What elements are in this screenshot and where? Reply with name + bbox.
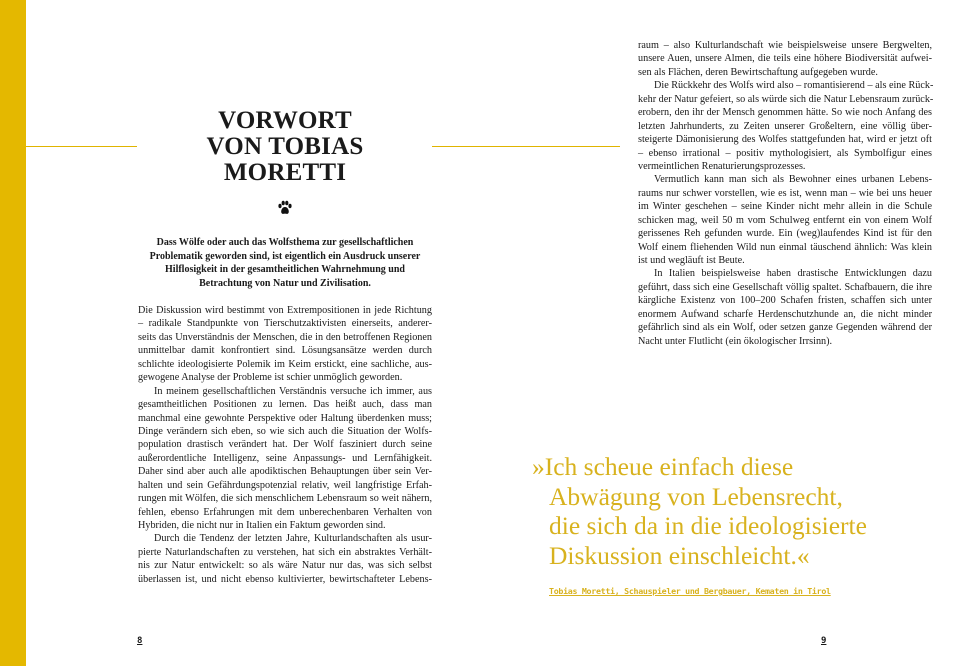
text-line: rungen mit Wölfen, die sich menschlichem Lebensraum so weit nähern, xyxy=(138,493,432,505)
quote-credit: Tobias Moretti, Schauspieler und Bergbauer, Kematen in Tirol xyxy=(549,586,831,596)
text-line: letzten Jahrhunderts, zu Zeiten unserer Großeltern, eine völlig über- xyxy=(638,120,932,132)
text-line: Die Diskussion wird bestimmt von Extrempositionen in jede Richtung xyxy=(138,305,432,316)
text-line: In Italien beispielsweise haben drastische Entwicklungen dazu xyxy=(654,268,932,280)
text-line: kärgliche Existenz von 100–200 Schafen fristen, schaffen sich unter xyxy=(638,295,932,307)
quote-line: »Ich scheue einfach diese xyxy=(532,452,794,481)
text-line: population drastisch verändert hat. Der Wolf fasziniert durch seine xyxy=(138,439,432,451)
text-line: geführt, dass sich eine Gesellschaft völlig spaltet. Schafbauern, die ihre xyxy=(638,281,932,293)
text-line: überlassen ist, und nicht ebenso kultivierter, bewirtschafteter Lebens- xyxy=(138,573,432,585)
text-line: nis zur Natur entwickelt: so als wäre Natur nur das, was sich selbst xyxy=(138,560,432,572)
text-line: Hybriden, die nicht nur in Italien ein Faktum geworden sind. xyxy=(138,520,386,531)
text-line: unsere Auen, unsere Almen, die teils eine höhere Biodiversität aufwei- xyxy=(638,53,932,65)
text-line: ist und wegläuft ist Beute. xyxy=(638,255,745,266)
text-line: steigerte Dämonisierung des Wolfes stattgefunden hat, wird er jetzt oft xyxy=(638,134,932,146)
text-line: im Winter geschehen – seine Kinder nicht mehr allein in die Schule xyxy=(638,201,932,213)
text-line: gewogene Analyse der Probleme ist schier unmöglich geworden. xyxy=(138,372,403,384)
text-line: Die Rückkehr des Wolfs wird also – romantisierend – als eine Rück- xyxy=(654,80,934,92)
text-line: – radikale Standpunkte von Tierschutzaktivisten einerseits, anderer- xyxy=(138,318,432,330)
text-line: enormem Aufwand scharfe Herdenschutzhunde an, die nicht minder xyxy=(638,308,932,320)
page-number-right: 9 xyxy=(821,636,827,646)
text-line: Nacht unter Flutlicht (ein ökologischer Irrsinn). xyxy=(638,335,833,347)
text-line: manchmal eine gewohnte Perspektive oder Haltung überdenken muss; xyxy=(138,412,432,424)
text-line: sen als Flächen, deren Bewirtschaftung aufgegeben wurde. xyxy=(638,66,878,78)
lead-paragraph: Dass Wölfe oder auch das Wolfsthema zur gesellschaftlichen Problematik geworden sind, ist eigentlich ein Ausdruck unserer Hilflosigkeit in der gesamtheitlichen Wahrnehmung und Betrachtung von Natur und Zivilisation. xyxy=(149,237,421,289)
text-line: außerordentliche Intelligenz, seine Anpassungs- und Lernfähigkeit. xyxy=(138,452,432,464)
text-line: halten und sein Gefährdungspotenzial relativ, weil langfristige Erfah- xyxy=(138,479,432,491)
text-line: Dinge verändern sich eben, so wie sich auch die Situation der Wolfs- xyxy=(138,425,432,437)
text-line: – ebenso irrational – positiv mythologisiert, als Symbolfigur eines xyxy=(638,147,932,159)
text-line: Daher sind aber auch alle apodiktischen Behauptungen über sein Ver- xyxy=(138,466,432,478)
text-line: erobern, den ihr der Mensch genommen hätte. So wie noch Anfang des xyxy=(638,107,932,119)
title-line: VON TOBIAS xyxy=(206,133,364,160)
text-line: gerissenes Reh gefunden wurde. Ein (weg)laufendes Kind ist für den xyxy=(638,228,932,240)
text-line: unmittelbar damit konfrontiert sind. Lösungsansätze werden durch xyxy=(138,345,432,357)
title-rule-left xyxy=(26,146,137,147)
text-line: schicken mag, weil 50 m vom Schulweg entfernt ein von einem Wolf xyxy=(638,214,932,226)
text-line: Wolf einem fliehenden Wild nun einmal täuschend ähnlich: Was klein xyxy=(638,241,932,253)
title-line: MORETTI xyxy=(223,159,347,186)
text-line: raum – also Kulturlandschaft wie beispielsweise unsere Bergwelten, xyxy=(638,40,932,51)
text-line: gesamtheitlichen Positionen zu lernen. Das heißt auch, dass man xyxy=(138,399,432,411)
text-line: schlichte ideologisierte Polemik im Keim erstickt, eine sachliche, aus- xyxy=(138,358,432,370)
text-line: vermeintlichen Renaturierungsprozesses. xyxy=(638,160,806,172)
paw-print-icon xyxy=(277,200,293,216)
left-body-text xyxy=(138,304,432,586)
text-line: pierte Naturlandschaften zu verstehen, hat sich ein abstraktes Verhält- xyxy=(138,546,432,558)
title-rule-right xyxy=(432,146,620,147)
title-line: VORWORT xyxy=(218,107,352,134)
right-body-text xyxy=(638,39,932,348)
text-line: In meinem gesellschaftlichen Verständnis versuche ich immer, aus xyxy=(154,385,432,397)
text-line: kehr der Natur gefeiert, so als würde sich die Natur Lebensraum zurück- xyxy=(638,93,934,105)
quote-line: Abwägung von Lebensrecht, xyxy=(549,481,843,511)
text-line: Durch die Tendenz der letzten Jahre, Kulturlandschaften als usur- xyxy=(154,533,432,545)
text-line: gefährlich sind als ein Wolf, oder setzen ganze Gegenden während der xyxy=(638,322,932,334)
chapter-title xyxy=(170,108,400,186)
text-line: fehlen, ebenso Erfahrungen mit dem unberechenbaren Verhalten von xyxy=(138,506,432,518)
page-edge-color-strip xyxy=(0,0,26,666)
text-line: Vermutlich kann man sich als Bewohner eines urbanen Lebens- xyxy=(654,174,932,186)
quote-line: Diskussion einschleicht.« xyxy=(549,540,810,570)
text-line: seits das Unverständnis der Menschen, die in den betroffenen Regionen xyxy=(138,331,432,343)
text-line: raums nur schwer vorstellen, wie es ist, wenn man – wie bei uns heuer xyxy=(638,187,932,199)
pull-quote xyxy=(532,452,867,570)
page-number-left: 8 xyxy=(137,636,143,646)
quote-line: die sich da in die ideologisierte xyxy=(549,511,867,541)
